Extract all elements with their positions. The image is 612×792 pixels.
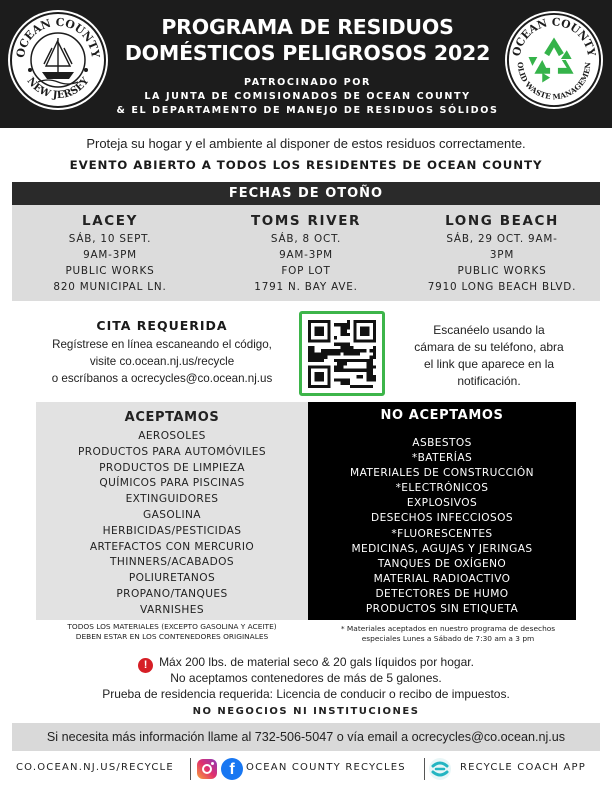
footer-divider bbox=[424, 758, 425, 780]
page-title bbox=[110, 14, 505, 66]
not-accepted-note bbox=[310, 624, 586, 644]
footer bbox=[0, 756, 612, 782]
not-accepted-panel bbox=[308, 402, 576, 620]
instagram-icon[interactable] bbox=[197, 759, 217, 779]
list-item: *ELECTRÓNICOS bbox=[395, 482, 489, 495]
accepted-title: ACEPTAMOS bbox=[124, 410, 220, 425]
accepted-panel bbox=[36, 402, 308, 620]
site-name: LONG BEACH bbox=[445, 213, 559, 229]
recycle-icon bbox=[505, 11, 603, 109]
site-address: 7910 LONG BEACH BLVD. bbox=[427, 281, 577, 293]
svg-text:SOLID WASTE MANAGEMENT: OLID WASTE MANAGEMEN bbox=[515, 61, 593, 102]
accepted-note-line-2: DEBEN ESTAR EN LOS CONTENEDORES ORIGINALES bbox=[75, 632, 269, 641]
list-item: PROPANO/TANQUES bbox=[116, 587, 228, 600]
no-business-notice: NO NEGOCIOS NI INSTITUCIONES bbox=[192, 706, 420, 717]
ocean-county-seal bbox=[8, 10, 108, 110]
scan-line-1: Escanéelo usando la bbox=[433, 323, 545, 337]
list-item: HERBICIDAS/PESTICIDAS bbox=[102, 524, 242, 537]
list-item: DETECTORES DE HUMO bbox=[375, 587, 509, 600]
warning-icon: ! bbox=[138, 658, 153, 673]
appointment-email[interactable]: o escríbanos a ocrecycles@co.ocean.nj.us bbox=[51, 372, 273, 385]
facebook-icon[interactable]: f bbox=[221, 758, 243, 780]
list-item: *FLUORESCENTES bbox=[391, 527, 493, 540]
list-item: AEROSOLES bbox=[138, 430, 206, 442]
appointment-line-1: Regístrese en línea escaneando el código, bbox=[52, 338, 272, 351]
list-item: ARTEFACTOS CON MERCURIO bbox=[89, 540, 255, 553]
accepted-note bbox=[36, 622, 308, 642]
sponsor-line-3: & EL DEPARTAMENTO DE MANEJO DE RESIDUOS SÓLIDOS bbox=[116, 105, 499, 116]
header bbox=[0, 0, 612, 128]
solid-waste-seal bbox=[505, 11, 603, 109]
svg-text:OCEAN COUNTY: OCEAN COUNTY bbox=[509, 15, 599, 58]
site-lacey bbox=[12, 211, 208, 295]
scan-line-4: notificación. bbox=[457, 374, 521, 388]
intro-text: Proteja su hogar y el ambiente al disponer de estos residuos correctamente. bbox=[86, 136, 526, 151]
recycle-coach-icon[interactable] bbox=[428, 757, 452, 781]
site-name: LACEY bbox=[82, 213, 138, 229]
limit-line-2: No aceptamos contenedores de más de 5 galones. bbox=[170, 671, 442, 685]
social-handle[interactable]: OCEAN COUNTY RECYCLES bbox=[246, 762, 406, 773]
limit-text-1: Máx 200 lbs. de material seco & 20 gals líquidos por hogar. bbox=[159, 655, 474, 669]
qr-code-image bbox=[308, 320, 376, 388]
event-open-banner: EVENTO ABIERTO A TODOS LOS RESIDENTES DE OCEAN COUNTY bbox=[69, 158, 543, 172]
svg-text:OCEAN COUNTY: OCEAN COUNTY bbox=[13, 15, 103, 59]
list-item: PRODUCTOS PARA AUTOMÓVILES bbox=[78, 445, 266, 458]
list-item: PRODUCTOS SIN ETIQUETA bbox=[365, 603, 519, 616]
fall-dates-title: FECHAS DE OTOÑO bbox=[12, 182, 600, 205]
scan-line-3: el link que aparece en la bbox=[423, 357, 555, 371]
accepted-list bbox=[36, 429, 308, 619]
not-accepted-note-line-2: especiales Lunes a Sábado de 7:30 am a 3 pm bbox=[361, 634, 535, 643]
site-time: 3PM bbox=[489, 249, 515, 261]
site-long-beach bbox=[404, 211, 600, 295]
website-link[interactable]: CO.OCEAN.NJ.US/RECYCLE bbox=[16, 762, 174, 773]
site-address: 1791 N. BAY AVE. bbox=[254, 281, 358, 293]
contact-info: Si necesita más información llame al 732-506-5047 o vía email a ocrecycles@co.ocean.nj.us bbox=[12, 723, 600, 751]
list-item: VARNISHES bbox=[140, 603, 204, 616]
sponsor-line-2: LA JUNTA DE COMISIONADOS DE OCEAN COUNTY bbox=[144, 91, 471, 102]
appointment-title: CITA REQUERIDA bbox=[96, 318, 228, 333]
not-accepted-note-line-1: * Materiales aceptados en nuestro programa de desechos bbox=[340, 624, 556, 633]
accepted-note-line-1: TODOS LOS MATERIALES (EXCEPTO GASOLINA Y ACEITE) bbox=[67, 622, 277, 631]
title-line-2: DOMÉSTICOS PELIGROSOS 2022 bbox=[124, 41, 491, 65]
site-date: SÁB, 29 OCT. 9AM- bbox=[446, 233, 558, 245]
site-toms-river bbox=[208, 211, 404, 295]
list-item: TANQUES DE OXÍGENO bbox=[377, 557, 507, 570]
site-name: TOMS RIVER bbox=[250, 213, 362, 229]
sponsor-text bbox=[110, 76, 505, 118]
limit-line-3: Prueba de residencia requerida: Licencia de conducir o recibo de impuestos. bbox=[102, 687, 510, 701]
site-time: 9AM-3PM bbox=[279, 249, 333, 261]
list-item: POLIURETANOS bbox=[128, 572, 216, 585]
list-item: MEDICINAS, AGUJAS Y JERINGAS bbox=[351, 542, 533, 555]
list-item: MATERIALES DE CONSTRUCCIÓN bbox=[350, 467, 534, 480]
recycle-coach-app[interactable]: RECYCLE COACH APP bbox=[460, 762, 587, 773]
appointment-link[interactable]: visite co.ocean.nj.us/recycle bbox=[89, 355, 235, 368]
list-item: GASOLINA bbox=[143, 508, 201, 521]
list-item: EXTINGUIDORES bbox=[125, 493, 219, 506]
list-item: MATERIAL RADIOACTIVO bbox=[373, 572, 511, 585]
sponsor-line-1: PATROCINADO POR bbox=[243, 77, 371, 88]
title-line-1: PROGRAMA DE RESIDUOS bbox=[161, 15, 454, 39]
list-item: EXPLOSIVOS bbox=[406, 497, 478, 510]
site-address: 820 MUNICIPAL LN. bbox=[53, 281, 167, 293]
qr-code[interactable] bbox=[299, 311, 385, 396]
footer-divider bbox=[190, 758, 191, 780]
appointment-text bbox=[28, 336, 296, 387]
list-item: QUÍMICOS PARA PISCINAS bbox=[99, 477, 245, 490]
list-item: THINNERS/ACABADOS bbox=[110, 556, 234, 569]
list-item: *BATERÍAS bbox=[411, 452, 473, 465]
ship-seal-icon bbox=[8, 10, 108, 110]
not-accepted-list bbox=[308, 436, 576, 617]
site-date: SÁB, 8 OCT. bbox=[270, 233, 342, 245]
scan-line-2: cámara de su teléfono, abra bbox=[414, 340, 564, 354]
list-item: ASBESTOS bbox=[412, 437, 472, 449]
site-location: PUBLIC WORKS bbox=[457, 265, 547, 277]
scan-instructions bbox=[398, 322, 580, 390]
list-item: PRODUCTOS DE LIMPIEZA bbox=[99, 461, 245, 474]
svg-text:NEW JERSEY: NEW JERSEY bbox=[24, 75, 92, 102]
site-location: FOP LOT bbox=[281, 265, 331, 277]
not-accepted-title: NO ACEPTAMOS bbox=[380, 408, 504, 423]
list-item: DESECHOS INFECCIOSOS bbox=[371, 512, 513, 525]
fall-dates-panel bbox=[12, 205, 600, 301]
site-date: SÁB, 10 SEPT. bbox=[68, 233, 152, 245]
site-time: 9AM-3PM bbox=[83, 249, 137, 261]
site-location: PUBLIC WORKS bbox=[65, 265, 155, 277]
